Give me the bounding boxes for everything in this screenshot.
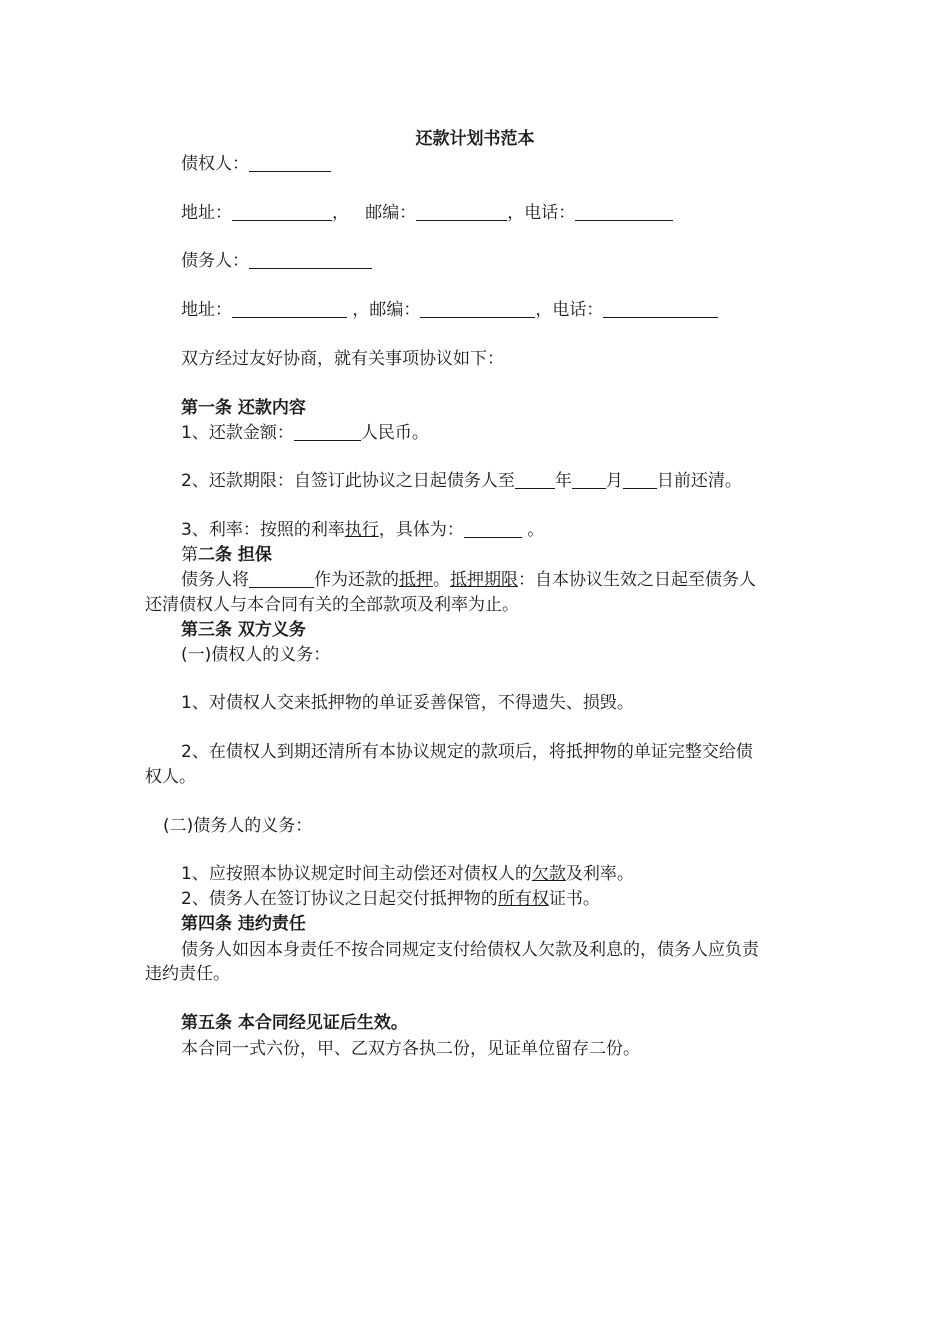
article1-item2 bbox=[181, 469, 742, 493]
debtor-address-label: 地址： bbox=[181, 300, 232, 320]
debtor-postcode-label: ，邮编： bbox=[352, 300, 421, 320]
article2-line2: 还清债权人与本合同有关的全部款项及利率为止。 bbox=[145, 595, 519, 615]
article3-heading: 第三条 双方义务 bbox=[181, 620, 306, 640]
creditor-duty-2: 2、在债权人到期还清所有本协议规定的款项后，将抵押物的单证完整交给债 bbox=[181, 742, 753, 762]
period: 。 bbox=[433, 570, 450, 590]
mortgage-term-link[interactable]: 抵押期限 bbox=[450, 570, 518, 590]
amount-blank[interactable] bbox=[294, 422, 361, 441]
article1-item1 bbox=[181, 421, 429, 445]
debtor-name-blank[interactable] bbox=[249, 250, 372, 269]
debtor-duty-2-end: 证书。 bbox=[548, 889, 600, 909]
creditor-line bbox=[181, 152, 331, 176]
creditor-phone-label: ，电话： bbox=[507, 203, 576, 223]
amount-label: 1、还款金额： bbox=[181, 423, 294, 443]
debtor-label: 债务人： bbox=[181, 251, 249, 271]
debtor-duties-heading: (二)债务人的义务： bbox=[163, 816, 313, 836]
debtor-phone-label: ，电话： bbox=[535, 300, 604, 320]
creditor-duties-heading: (一)债权人的义务： bbox=[181, 645, 331, 665]
debtor-address-blank[interactable] bbox=[232, 299, 347, 318]
debtor-duty-2-text: 2、债务人在签订协议之日起交付抵押物的 bbox=[181, 889, 498, 909]
debtor-duty-2 bbox=[181, 887, 600, 911]
rate-detail-label: ，具体为： bbox=[378, 520, 464, 540]
debt-link[interactable]: 欠款 bbox=[531, 864, 566, 884]
year-blank[interactable] bbox=[515, 470, 555, 489]
day-blank[interactable] bbox=[623, 470, 657, 489]
creditor-postcode-blank[interactable] bbox=[416, 202, 507, 221]
debtor-postcode-blank[interactable] bbox=[420, 299, 535, 318]
year-label: 年 bbox=[554, 471, 572, 491]
creditor-phone-blank[interactable] bbox=[575, 202, 673, 221]
article1-heading: 第一条 还款内容 bbox=[181, 398, 306, 418]
period: 。 bbox=[527, 520, 545, 540]
article1-item3 bbox=[181, 518, 544, 542]
debtor-duty-1-text: 1、应按照本协议规定时间主动偿还对债权人的 bbox=[181, 864, 532, 884]
article5-line1: 本合同一式六份，甲、乙双方各执二份，见证单位留存二份。 bbox=[181, 1039, 640, 1059]
amount-currency: 人民币。 bbox=[360, 423, 429, 443]
intro-text: 双方经过友好协商，就有关事项协议如下： bbox=[181, 349, 504, 369]
mortgage-term-text: ：自本协议生效之日起至债务人 bbox=[518, 570, 756, 590]
rate-label: 3、利率：按照的利率 bbox=[181, 520, 345, 540]
collateral-blank[interactable] bbox=[249, 569, 314, 588]
debtor-phone-blank[interactable] bbox=[603, 299, 718, 318]
month-label: 月 bbox=[605, 471, 623, 491]
creditor-label: 债权人： bbox=[181, 154, 249, 174]
month-blank[interactable] bbox=[572, 470, 606, 489]
document-title: 还款计划书范本 bbox=[415, 129, 535, 149]
ownership-link[interactable]: 所有权 bbox=[497, 889, 549, 909]
mortgage-link[interactable]: 抵押 bbox=[399, 570, 433, 590]
separator: ， bbox=[332, 203, 349, 223]
debtor-duty-1-end: 及利率。 bbox=[565, 864, 634, 884]
creditor-address-label: 地址： bbox=[181, 203, 232, 223]
creditor-postcode-label: 邮编： bbox=[365, 203, 417, 223]
debtor-duty-1 bbox=[181, 862, 634, 886]
creditor-name-blank[interactable] bbox=[249, 153, 331, 172]
article2-line1 bbox=[181, 568, 756, 592]
article2-heading-prefix: 第 bbox=[181, 545, 198, 565]
creditor-address-blank[interactable] bbox=[232, 202, 332, 221]
day-label: 日前还清。 bbox=[656, 471, 742, 491]
debtor-address-line bbox=[181, 298, 718, 322]
article4-heading: 第四条 违约责任 bbox=[181, 914, 306, 934]
collateral-label: 债务人将 bbox=[181, 570, 249, 590]
creditor-duty-1: 1、对债权人交来抵押物的单证妥善保管，不得遗失、损毁。 bbox=[181, 693, 634, 713]
article5-heading: 第五条 本合同经见证后生效。 bbox=[181, 1013, 408, 1033]
rate-blank[interactable] bbox=[464, 519, 522, 538]
article2-heading bbox=[181, 543, 272, 567]
debtor-line bbox=[181, 249, 372, 273]
execute-link[interactable]: 执行 bbox=[344, 520, 379, 540]
article2-heading-text: 二条 担保 bbox=[198, 545, 272, 565]
article4-line2: 违约责任。 bbox=[145, 964, 230, 984]
deadline-label: 2、还款期限：自签订此协议之日起债务人至 bbox=[181, 471, 515, 491]
collateral-text: 作为还款的 bbox=[314, 570, 399, 590]
creditor-address-line bbox=[181, 201, 673, 225]
creditor-duty-2-cont: 权人。 bbox=[145, 767, 196, 787]
article4-line1: 债务人如因本身责任不按合同规定支付给债权人欠款及利息的，债务人应负责 bbox=[181, 940, 759, 960]
